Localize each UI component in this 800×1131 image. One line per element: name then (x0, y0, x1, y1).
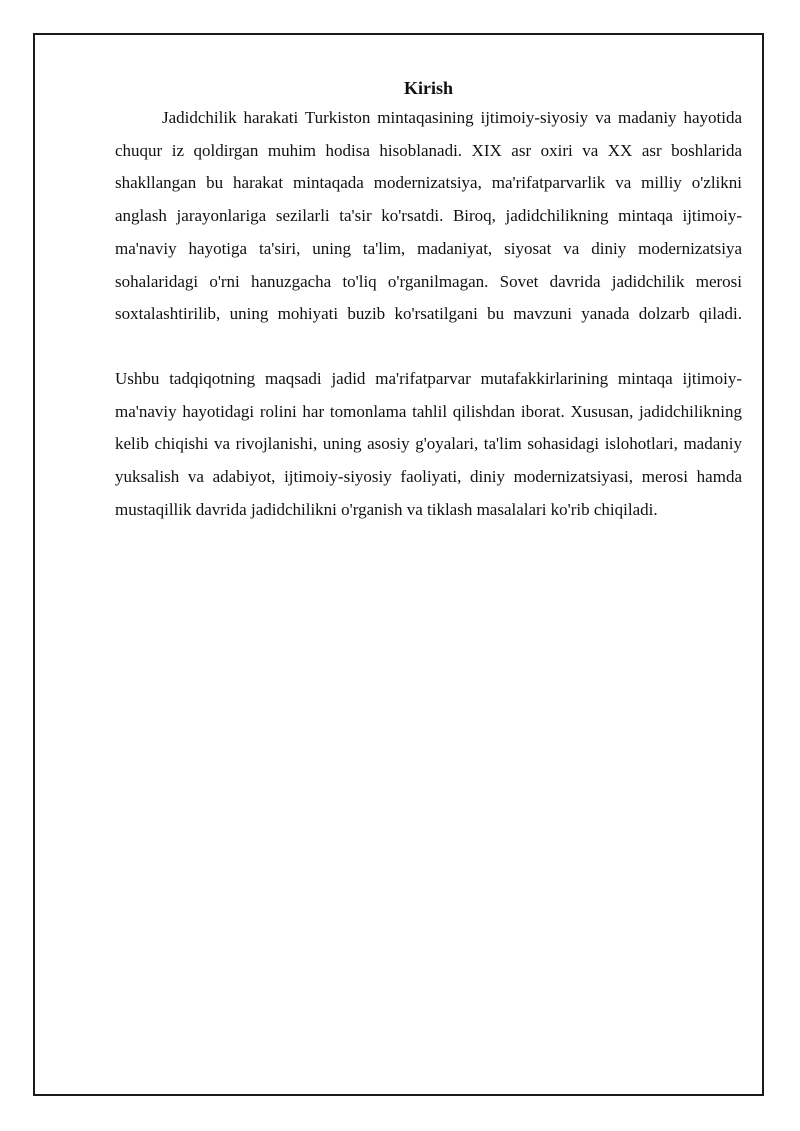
paragraph-introduction: Jadidchilik harakati Turkiston mintaqasining ijtimoiy-siyosiy va madaniy hayotida chuqur iz qoldirgan muhim hodisa hisoblanadi. XIX asr oxiri va XX asr boshlarida shakllangan bu harakat mintaqada modernizatsiya, ma'rifatparvarlik va milliy o'zlikni anglash jarayonlariga sezilarli ta'sir ko'rsatdi. Biroq, jadidchilikning mintaqa ijtimoiy-ma'naviy hayotiga ta'siri, uning ta'lim, madaniyat, siyosat va diniy modernizatsiya sohalaridagi o'rni hanuzgacha to'liq o'rganilmagan. Sovet davrida jadidchilik merosi soxtalashtirilib, uning mohiyati buzib ko'rsatilgani bu mavzuni yanada dolzarb qiladi. (115, 108, 742, 324)
paragraph-research-aim: Ushbu tadqiqotning maqsadi jadid ma'rifatparvar mutafakkirlarining mintaqa ijtimoiy-ma'naviy hayotidagi rolini har tomonlama tahlil qilishdan iborat. Xususan, jadidchilikning kelib chiqishi va rivojlanishi, uning asosiy g'oyalari, ta'lim sohasidagi islohotlari, madaniy yuksalish va adabiyot, ijtimoiy-siyosiy faoliyati, diniy modernizatsiyasi, merosi hamda mustaqillik davrida jadidchilikni o'rganish va tiklash masalalari ko'rib chiqiladi. (115, 368, 742, 519)
page-content (115, 74, 742, 526)
section-title: Kirish (403, 78, 453, 98)
